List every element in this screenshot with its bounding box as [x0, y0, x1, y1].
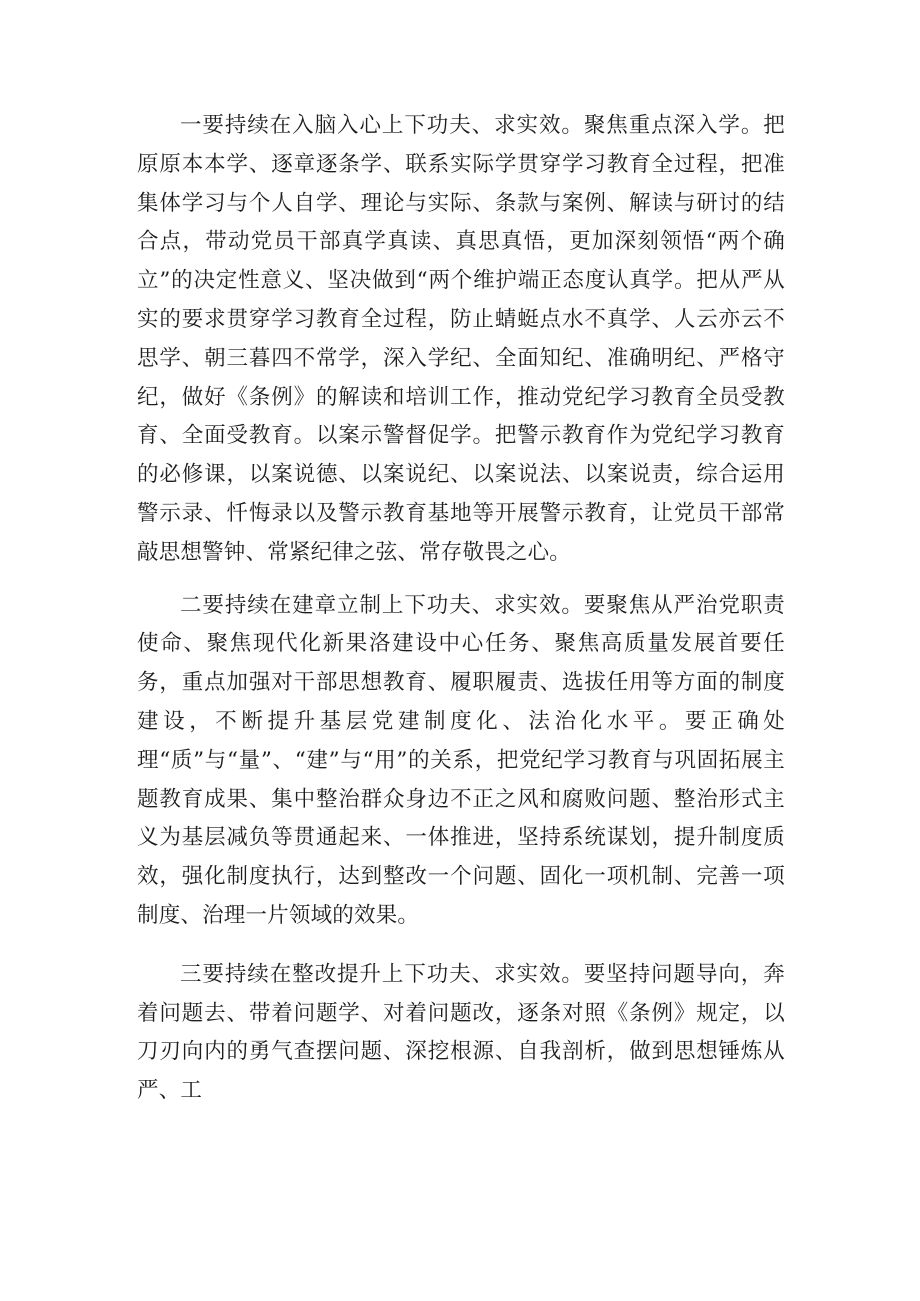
paragraph-3: 三要持续在整改提升上下功夫、求实效。要坚持问题导向，奔着问题去、带着问题学、对着问题改，逐条对照《条例》规定，以刀刃向内的勇气查摆问题、深挖根源、自我剖析，做到思想锤炼从严、工: [137, 961, 785, 1104]
paragraph-2: 二要持续在建章立制上下功夫、求实效。要聚焦从严治党职责使命、聚焦现代化新果洛建设中心任务、聚焦高质量发展首要任务，重点加强对干部思想教育、履职履责、选拔任用等方面的制度建设，不断提升基层党建制度化、法治化水平。要正确处理“质”与“量”、“建”与“用”的关系，把党纪学习教育与巩固拓展主题教育成果、集中整治群众身边不正之风和腐败问题、整治形式主义为基层减负等贯通起来、一体推进，坚持系统谋划，提升制度质效，强化制度执行，达到整改一个问题、固化一项机制、完善一项制度、治理一片领域的效果。: [137, 592, 785, 928]
document-body: [137, 107, 785, 1111]
paragraph-1: 一要持续在入脑入心上下功夫、求实效。聚焦重点深入学。把原原本本学、逐章逐条学、联系实际学贯穿学习教育全过程，把准集体学习与个人自学、理论与实际、条款与案例、解读与研讨的结合点，带动党员干部真学真读、真思真悟，更加深刻领悟“两个确立”的决定性意义、坚决做到“两个维护端正态度认真学。把从严从实的要求贯穿学习教育全过程，防止蜻蜓点水不真学、人云亦云不思学、朝三暮四不常学，深入学纪、全面知纪、准确明纪、严格守纪，做好《条例》的解读和培训工作，推动党纪学习教育全员受教育、全面受教育。以案示警督促学。把警示教育作为党纪学习教育的必修课，以案说德、以案说纪、以案说法、以案说责，综合运用警示录、忏悔录以及警示教育基地等开展警示教育，让党员干部常敲思想警钟、常紧纪律之弦、常存敬畏之心。: [137, 113, 785, 565]
